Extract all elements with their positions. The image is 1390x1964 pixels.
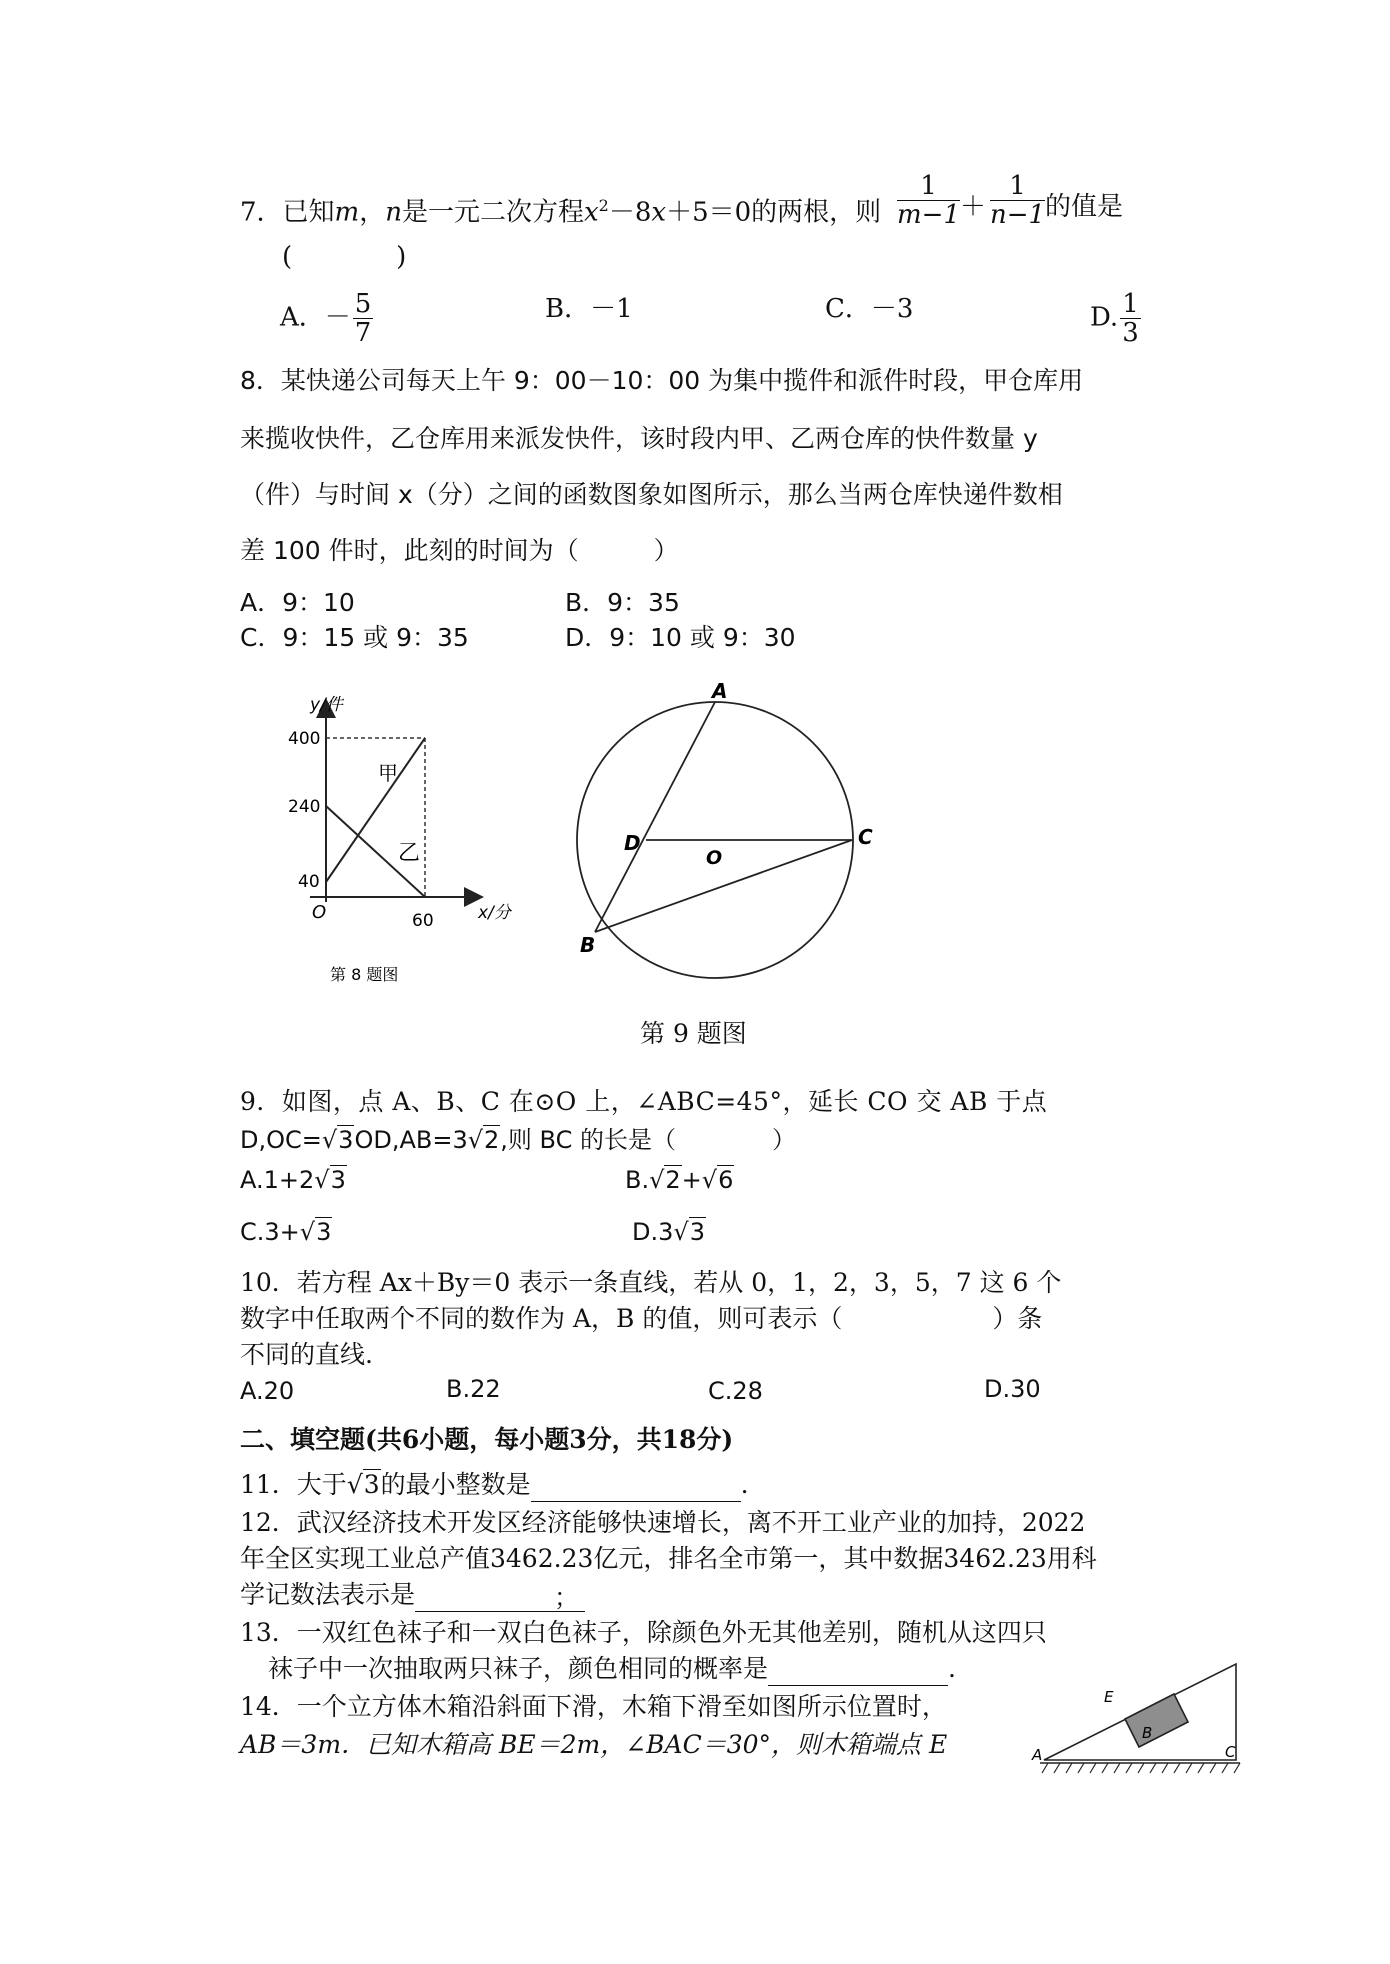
point-a-label: A: [712, 680, 728, 703]
q7-frac2: [988, 172, 1047, 229]
answer-blank[interactable]: [531, 1475, 741, 1502]
q10-line3: 不同的直线.: [240, 1340, 373, 1369]
q8-line: 差 100 件时，此刻的时间为（ ）: [240, 536, 679, 565]
option-text: B.: [625, 1166, 650, 1194]
var-x: x: [651, 197, 667, 228]
sqrt-radicand: 3: [363, 1470, 380, 1499]
sqrt-radicand: 6: [718, 1166, 734, 1194]
var-n: n: [385, 197, 402, 228]
q10-option-d: D.30: [984, 1375, 1041, 1403]
q9-text: OD,AB=3: [354, 1126, 468, 1154]
point-a-label: A: [1032, 1746, 1043, 1764]
figure-9-caption: 第 9 题图: [640, 1019, 747, 1048]
q12-line3: [240, 1578, 585, 1612]
var-m: m: [334, 197, 360, 228]
q8-option-b: B．9：35: [565, 588, 680, 617]
frac-numerator: 1: [990, 172, 1045, 201]
point-c-label: C: [1225, 1743, 1236, 1761]
frac-denominator: 7: [354, 318, 372, 348]
option-label: A．－: [280, 302, 351, 333]
q9-option-b: B.√2+√6: [625, 1166, 734, 1194]
option-text: A.1+2: [240, 1166, 315, 1194]
q9-text: D,OC=: [240, 1126, 322, 1154]
q7-eq-part: －8: [608, 197, 652, 228]
sqrt-radicand: 2: [484, 1126, 500, 1154]
q13-line2: [268, 1652, 956, 1686]
q7-mid: 是一元二次方程: [401, 197, 584, 228]
q10-line1: 10．若方程 Ax＋By＝0 表示一条直线，若从 0，1，2，3，5，7 这 6 个: [240, 1268, 1062, 1297]
period: .: [740, 1470, 749, 1499]
origin-label: O: [312, 902, 327, 923]
q10-option-b: B.22: [446, 1375, 501, 1403]
x-axis-label: x/分: [478, 903, 511, 923]
point-c-label: C: [858, 825, 873, 849]
q10-option-a: A.20: [240, 1377, 295, 1405]
sqrt-radicand: 3: [338, 1126, 354, 1154]
q7-frac1: [895, 172, 962, 229]
figure-14-incline: [1030, 1636, 1250, 1796]
q8-option-c: C．9：15 或 9：35: [240, 623, 469, 652]
q9-option-c: C.3+√3: [240, 1218, 332, 1246]
q9-line2: D,OC=√3OD,AB=3√2,则 BC 的长是（ ）: [240, 1126, 796, 1154]
wooden-box: [1125, 1694, 1188, 1747]
label-yi: 乙: [398, 841, 421, 866]
q7-tail: 的值是: [1045, 192, 1124, 222]
point-d-label: D: [624, 831, 641, 855]
q7-option-b: B．－1: [545, 294, 633, 324]
option-text: D.3: [632, 1218, 674, 1246]
q11-text: 11．大于: [240, 1470, 347, 1499]
q10-line2: 数字中任取两个不同的数作为 A，B 的值，则可表示（ ）条: [240, 1304, 1043, 1333]
y-tick-240: 240: [288, 797, 321, 817]
q12-line1: 12．武汉经济技术开发区经济能够快速增长，离不开工业产业的加持，2022: [240, 1508, 1086, 1537]
segment-ab: [595, 702, 715, 932]
q14-line1: 14．一个立方体木箱沿斜面下滑，木箱下滑至如图所示位置时，: [240, 1692, 947, 1721]
sqrt-radicand: 3: [330, 1166, 346, 1194]
option-text: C.3+: [240, 1218, 300, 1246]
q8-line: （件）与时间 x（分）之间的函数图象如图所示，那么当两仓库快递件数相: [240, 480, 1063, 509]
q9-option-a: A.1+2√3: [240, 1166, 346, 1194]
q7-option-d: [1090, 290, 1143, 347]
q9-text: ,则 BC 的长是（ ）: [500, 1126, 796, 1154]
answer-blank[interactable]: [415, 1585, 585, 1612]
comma: ，: [359, 197, 386, 228]
sqrt-radicand: 3: [316, 1218, 332, 1246]
exponent: 2: [598, 196, 609, 215]
x-tick-60: 60: [412, 911, 434, 931]
option-label: D.: [1090, 302, 1119, 333]
y-tick-400: 400: [288, 729, 321, 749]
q14-line2: AB＝3m．已知木箱高 BE＝2m，∠BAC＝30°，则木箱端点 E: [240, 1730, 948, 1759]
q9-line1: 9．如图，点 A、B、C 在⊙O 上，∠ABC=45°，延长 CO 交 AB 于点: [240, 1087, 1048, 1116]
frac-denominator: m−1: [897, 200, 960, 230]
frac-denominator: 3: [1122, 318, 1139, 348]
var-x: x: [583, 197, 599, 228]
figure-9-circle: [560, 680, 890, 990]
q8-line: 来揽收快件，乙仓库用来派发快件，该时段内甲、乙两仓库的快件数量 y: [240, 424, 1038, 453]
frac-numerator: 1: [897, 172, 960, 201]
q11: 11．大于√3的最小整数是 .: [240, 1468, 749, 1502]
section-2-title: 二、填空题(共6小题，每小题3分，共18分): [240, 1425, 734, 1454]
frac-numerator: 1: [1122, 289, 1139, 319]
q9-option-d: D.3√3: [632, 1218, 705, 1246]
period: .: [948, 1654, 956, 1683]
q8-option-d: D．9：10 或 9：30: [565, 623, 796, 652]
q7-lead: 7．已知: [240, 197, 335, 228]
point-o-label: O: [706, 847, 723, 869]
semicolon: ；: [554, 1583, 580, 1612]
q7-option-c: C．－3: [825, 294, 914, 324]
q7-option-a: [280, 290, 375, 347]
y-tick-40: 40: [298, 872, 320, 892]
q11-text: 的最小整数是: [380, 1470, 531, 1499]
q7-eq-part: ＋5＝0的两根，则: [666, 197, 882, 228]
answer-blank[interactable]: [768, 1659, 948, 1686]
q7-paren: ( ): [282, 242, 407, 272]
q7-plus: ＋: [960, 192, 987, 222]
q12-line2: 年全区实现工业总产值3462.23亿元，排名全市第一，其中数据3462.23用科: [240, 1544, 1097, 1573]
y-axis-label: y/件: [310, 695, 343, 715]
q10-option-c: C.28: [708, 1377, 763, 1405]
frac-numerator: 5: [354, 289, 372, 319]
frac-denominator: n−1: [990, 200, 1046, 230]
q13-line1: 13．一双红色袜子和一双白色袜子，除颜色外无其他差别，随机从这四只: [240, 1618, 1047, 1647]
q7-line1: [240, 186, 881, 233]
q8-option-a: A．9：10: [240, 588, 355, 617]
point-b-label: B: [1142, 1724, 1153, 1742]
point-b-label: B: [580, 933, 596, 957]
label-jia: 甲: [378, 761, 398, 785]
point-e-label: E: [1104, 1688, 1114, 1706]
q12-text: 学记数法表示是: [240, 1580, 416, 1609]
sqrt-radicand: 3: [689, 1218, 705, 1246]
figure-8-graph: [270, 690, 540, 990]
ground-hatching: [1042, 1763, 1240, 1773]
q8-line: 8．某快递公司每天上午 9：00－10：00 为集中揽件和派件时段，甲仓库用: [240, 366, 1084, 395]
plus-sign: +: [681, 1166, 702, 1194]
sqrt-radicand: 2: [665, 1166, 681, 1194]
q13-text: 袜子中一次抽取两只袜子，颜色相同的概率是: [268, 1654, 769, 1683]
figure-8-caption: 第 8 题图: [330, 965, 399, 984]
